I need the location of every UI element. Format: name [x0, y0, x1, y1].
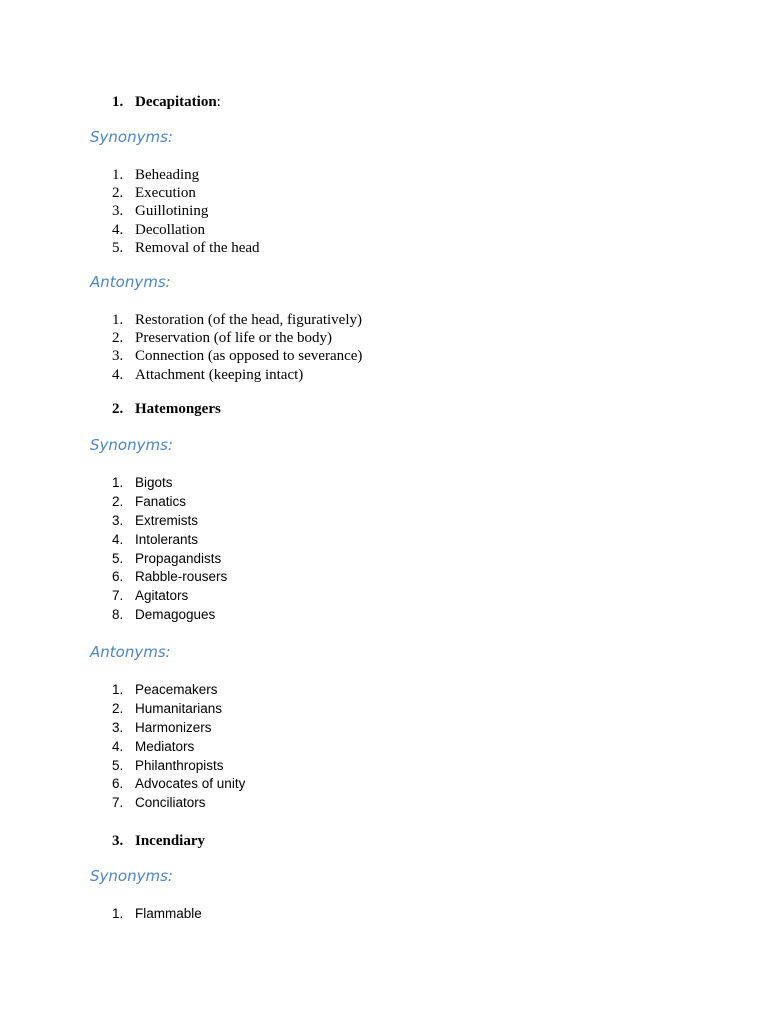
list-item-text: Bigots: [135, 475, 173, 490]
list-item: [90, 202, 260, 220]
list-item-number: 4.: [112, 738, 124, 754]
list-item-text: Attachment (keeping intact): [135, 366, 304, 383]
list-item-number: 1.: [112, 312, 124, 328]
list-item: [90, 512, 227, 531]
entry-term-colon: :: [216, 94, 221, 110]
list-item-number: 5.: [112, 239, 124, 256]
list-item: [90, 239, 260, 257]
list-item: [90, 311, 362, 329]
list-item-number: 3.: [112, 719, 124, 735]
entry-number: 3.: [112, 833, 124, 849]
antonyms-list: [90, 681, 245, 813]
synonyms-heading: Synonyms:: [90, 867, 173, 885]
list-item-text: Rabble-rousers: [135, 569, 228, 585]
synonyms-list: [90, 474, 227, 625]
list-item-text: Preservation (of life or the body): [135, 330, 333, 347]
list-item-text: Decollation: [135, 221, 205, 238]
list-item-text: Mediators: [135, 738, 195, 754]
list-item-number: 2.: [112, 330, 124, 347]
list-item-text: Restoration (of the head, figuratively): [135, 312, 363, 328]
list-item: [90, 474, 227, 493]
list-item-text: Demagogues: [135, 607, 216, 623]
list-item-number: 3.: [112, 348, 124, 365]
entry-term: [90, 399, 728, 419]
list-item: [90, 329, 362, 347]
synonyms-list: [90, 166, 260, 257]
list-item: [90, 700, 245, 719]
list-item-number: 1.: [112, 906, 124, 921]
list-item-number: 3.: [112, 512, 124, 528]
list-item-text: Fanatics: [135, 493, 187, 509]
synonyms-heading: Synonyms:: [90, 436, 173, 454]
list-item-text: Execution: [135, 185, 196, 202]
list-item: [90, 606, 227, 625]
list-item-text: Humanitarians: [135, 700, 223, 716]
list-item-text: Harmonizers: [135, 719, 212, 735]
list-item: [90, 166, 260, 184]
entry-term-text: Hatemongers: [135, 401, 221, 417]
list-item-text: Conciliators: [135, 795, 206, 811]
antonyms-heading: Antonyms:: [90, 643, 171, 661]
entry-number: 2.: [112, 401, 124, 417]
list-item: [90, 587, 227, 606]
list-item: [90, 366, 362, 384]
list-item-text: Peacemakers: [135, 682, 218, 697]
list-item-number: 7.: [112, 588, 124, 604]
list-item-number: 6.: [112, 569, 124, 585]
synonyms-heading: Synonyms:: [90, 128, 173, 146]
list-item-number: 2.: [112, 700, 124, 716]
list-item-text: Flammable: [135, 906, 202, 921]
list-item-number: 4.: [112, 221, 124, 238]
list-item-number: 1.: [112, 167, 124, 183]
list-item-number: 7.: [112, 795, 124, 811]
list-item: [90, 347, 362, 365]
list-item: [90, 568, 227, 587]
list-item-number: 4.: [112, 366, 124, 383]
list-item: [90, 221, 260, 239]
list-item-text: Beheading: [135, 167, 200, 183]
list-item-text: Propagandists: [135, 550, 222, 566]
list-item-number: 6.: [112, 776, 124, 792]
list-item: [90, 775, 245, 794]
list-item-text: Intolerants: [135, 531, 199, 547]
list-item: [90, 550, 227, 569]
list-item-number: 4.: [112, 531, 124, 547]
entry-term-text: Incendiary: [135, 833, 206, 849]
entry-term: [90, 831, 728, 851]
list-item: [90, 757, 245, 776]
list-item: [90, 738, 245, 757]
list-item: [90, 719, 245, 738]
list-item-text: Removal of the head: [135, 239, 260, 256]
list-item-text: Advocates of unity: [135, 776, 246, 792]
list-item-number: 2.: [112, 493, 124, 509]
antonyms-heading: Antonyms:: [90, 273, 171, 291]
list-item-number: 5.: [112, 550, 124, 566]
list-item: [90, 493, 227, 512]
synonyms-list: [90, 905, 202, 924]
list-item-number: 8.: [112, 607, 124, 623]
list-item-number: 5.: [112, 757, 124, 773]
list-item-number: 1.: [112, 682, 124, 697]
list-item-text: Agitators: [135, 588, 189, 604]
list-item-text: Philanthropists: [135, 757, 224, 773]
list-item: [90, 905, 202, 924]
entry-term: [90, 92, 728, 112]
list-item: [90, 531, 227, 550]
list-item-text: Guillotining: [135, 203, 209, 220]
list-item-number: 1.: [112, 475, 124, 490]
list-item: [90, 794, 245, 813]
entry-number: 1.: [112, 94, 124, 110]
list-item: [90, 681, 245, 700]
list-item-number: 2.: [112, 185, 124, 202]
entry-term-text: Decapitation: [135, 94, 217, 110]
list-item-text: Connection (as opposed to severance): [135, 348, 363, 365]
list-item-number: 3.: [112, 203, 124, 220]
antonyms-list: [90, 311, 362, 384]
list-item-text: Extremists: [135, 512, 199, 528]
list-item: [90, 184, 260, 202]
